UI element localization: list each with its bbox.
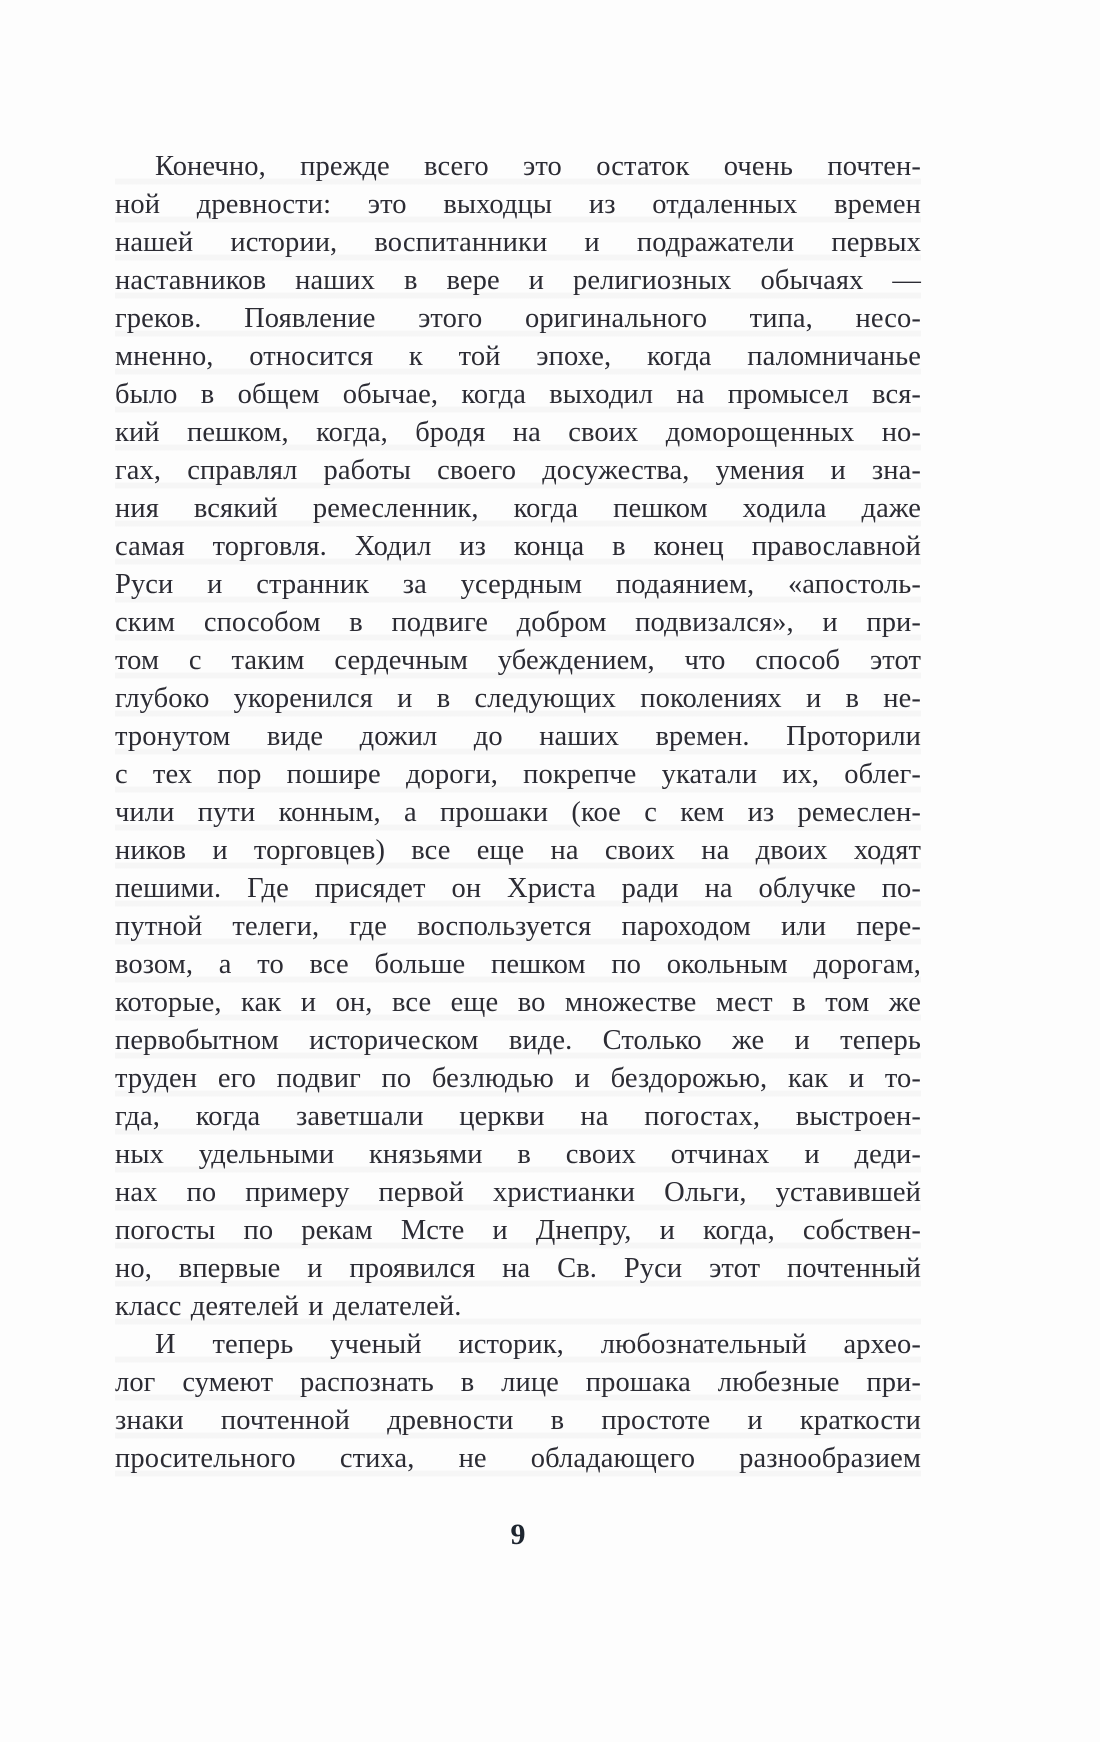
- text-line: путной телеги, где воспользуется пароходом или пере-: [115, 911, 921, 942]
- text-line: которые, как и он, все еще во множестве мест в том же: [115, 987, 921, 1018]
- page-number: 9: [510, 1518, 526, 1551]
- paragraph: [115, 148, 921, 1326]
- text-line: пешими. Где присядет он Христа ради на облучке по-: [115, 873, 921, 904]
- text-line: наставников наших в вере и религиозных обычаях —: [115, 265, 921, 296]
- text-line: чили пути конным, а прошаки (кое с кем из ремеслен-: [115, 797, 921, 828]
- text-line: класс деятелей и делателей.: [115, 1291, 462, 1322]
- text-line: нашей истории, воспитанники и подражатели первых: [115, 227, 921, 258]
- text-line: с тех пор пошире дороги, покрепче укатали их, облег-: [115, 759, 921, 790]
- text-line: ной древности: это выходцы из отдаленных времен: [115, 189, 921, 220]
- text-line: греков. Появление этого оригинального типа, несо-: [115, 303, 921, 334]
- text-line: но, впервые и проявился на Св. Руси этот почтенный: [115, 1253, 921, 1284]
- text-line: погосты по рекам Мсте и Днепру, и когда, собствен-: [115, 1215, 921, 1246]
- text-line: мненно, относится к той эпохе, когда паломничанье: [115, 341, 921, 372]
- text-line: Руси и странник за усердным подаянием, «апостоль-: [115, 569, 921, 600]
- text-line: ников и торговцев) все еще на своих на двоих ходят: [115, 835, 921, 866]
- text-block: [115, 148, 921, 1478]
- text-line: нах по примеру первой христианки Ольги, уставившей: [115, 1177, 921, 1208]
- text-line: том с таким сердечным убеждением, что способ этот: [115, 645, 921, 676]
- text-line: Конечно, прежде всего это остаток очень почтен-: [155, 151, 921, 182]
- text-line: ским способом в подвиге добром подвизался», и при-: [115, 607, 921, 638]
- text-line: просительного стиха, не обладающего разнообразием: [115, 1443, 921, 1474]
- text-line: самая торговля. Ходил из конца в конец православной: [115, 531, 921, 562]
- text-line: гах, справлял работы своего досужества, умения и зна-: [115, 455, 921, 486]
- text-line: лог сумеют распознать в лице прошака любезные при-: [115, 1367, 921, 1398]
- text-line: знаки почтенной древности в простоте и краткости: [115, 1405, 921, 1436]
- paragraph: [115, 1326, 921, 1478]
- text-line: труден его подвиг по безлюдью и бездорожью, как и то-: [115, 1063, 921, 1094]
- text-line: возом, а то все больше пешком по окольным дорогам,: [115, 949, 921, 980]
- text-line: И теперь ученый историк, любознательный архео-: [155, 1329, 921, 1360]
- text-line: первобытном историческом виде. Столько же и теперь: [115, 1025, 921, 1056]
- text-line: ных удельными князьями в своих отчинах и деди-: [115, 1139, 921, 1170]
- text-line: ния всякий ремесленник, когда пешком ходила даже: [115, 493, 921, 524]
- text-line: тронутом виде дожил до наших времен. Проторили: [115, 721, 921, 752]
- text-line: глубоко укоренился и в следующих поколениях и в не-: [115, 683, 921, 714]
- text-line: было в общем обычае, когда выходил на промысел вся-: [115, 379, 921, 410]
- text-line: кий пешком, когда, бродя на своих доморощенных но-: [115, 417, 921, 448]
- text-line: гда, когда заветшали церкви на погостах, выстроен-: [115, 1101, 921, 1132]
